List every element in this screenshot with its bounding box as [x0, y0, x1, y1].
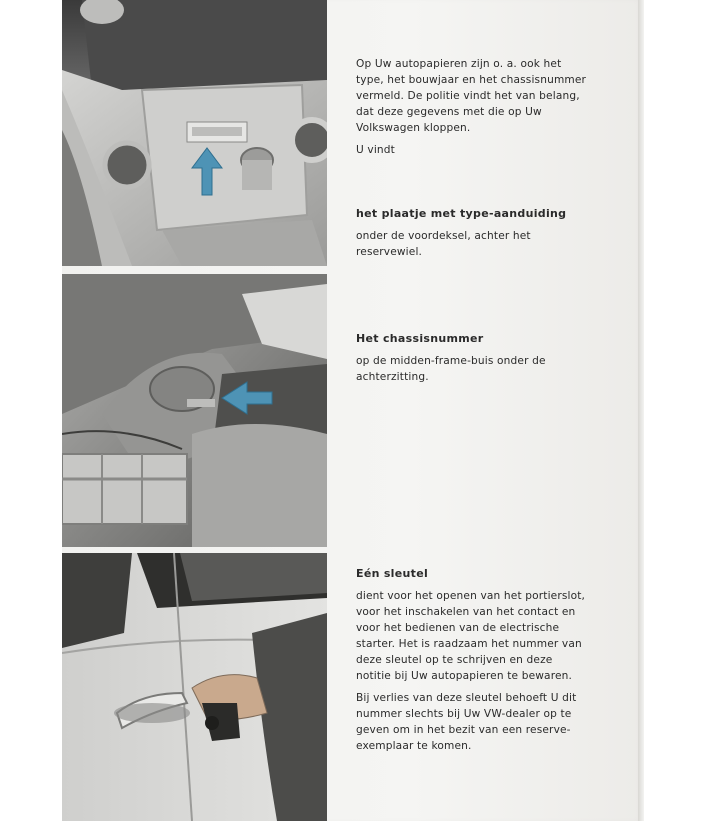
chassis-text: op de midden-frame-buis onder de achterzitting. — [356, 355, 546, 383]
key-block — [356, 566, 588, 760]
chassis-heading: Het chassisnummer — [356, 332, 484, 345]
type-plate-block — [356, 206, 588, 266]
intro-paragraph: Op Uw autopapieren zijn o. a. ook het type, het bouwjaar en het chassisnummer vermeld. De politie vindt het van belang, dat deze gegevens met die op Uw Volkswagen kloppen. — [356, 58, 587, 134]
photo-front-trunk — [62, 0, 327, 266]
type-plate-heading: het plaatje met type-aanduiding — [356, 207, 567, 220]
photo-door-key — [62, 553, 327, 821]
intro-lead: U vindt — [356, 144, 395, 156]
intro-block — [356, 56, 588, 164]
chassis-block — [356, 331, 588, 391]
key-heading: Eén sleutel — [356, 567, 429, 580]
page-edge — [638, 0, 644, 821]
key-paragraph-1: dient voor het openen van het portierslot, voor het inschakelen van het contact en voor het bedienen van de electrische starter. Het is raadzaam het nummer van deze sleutel op te schrijven en deze notitie bij Uw autopapieren te bewaren. — [356, 590, 586, 682]
type-plate-text: onder de voordeksel, achter het reservewiel. — [356, 230, 531, 258]
photo-chassis-tunnel — [62, 274, 327, 547]
key-paragraph-2: Bij verlies van deze sleutel behoeft U dit nummer slechts bij Uw VW-dealer op te geven om in het bezit van een reserve-exemplaar te komen. — [356, 692, 577, 752]
